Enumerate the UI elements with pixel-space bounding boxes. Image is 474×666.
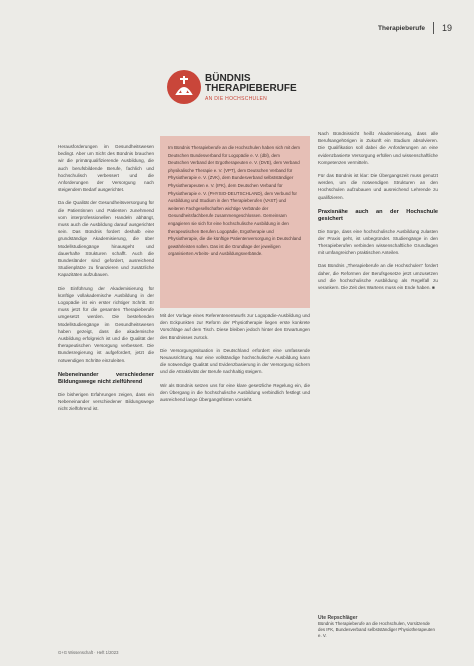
column-3	[318, 130, 438, 610]
page-footer: G+G Wissenschaft · Heft 1/2023	[58, 650, 119, 655]
col3-heading: Praxisnähe auch an der Hochschule gesichert	[318, 208, 438, 223]
column-1	[58, 143, 154, 643]
column-2	[160, 312, 310, 642]
author-name: Ute Repschläger	[318, 615, 358, 621]
col2-paragraph: Mit der Vorlage eines Referentenentwurfs zur Logopädie-Ausbildung und den Eckpunkten zur Reform der Physiotherapie liegen erste konkrete Vorschläge auf dem Tisch. Diese bleiben jedoch hinter den Erwartungen des Bündnisses zurück.	[160, 313, 310, 340]
header-divider	[433, 22, 434, 34]
col1-heading: Nebeneinander verschiedener Bildungswege nicht zielführend	[58, 371, 154, 386]
info-box	[160, 136, 310, 308]
col2-paragraph: Die Versorgungssituation in Deutschland erfordert eine umfassende Neuausrichtung. Nur eine vollständige hochschulische Ausbildung kann die notwendige Qualität und Evidenzbasierung in der Versorgung sichern und die Attraktivität der Berufe nachhaltig steigern.	[160, 347, 310, 375]
logo-wordmark	[205, 74, 297, 104]
logo-line2: THERAPIEBERUFE	[205, 83, 297, 94]
buendnis-logo	[157, 60, 312, 132]
info-box-text: Im Bündnis Therapieberufe an die Hochschulen haben sich mit dem Deutschen Bundesverband für Logopädie e. V. (dbl), dem Deutschen Verband der Ergotherapeuten e. V. (DVE), dem Verband physikalische Therapie e. V. (VPT), dem Deutschen Verband für Physiotherapie e. V. (ZVK), dem Bundesverband selbstständiger Physiotherapeuten e. V. (IFK), dem Deutschen Verband für Physiotherapie e. V. (PHYSIO-DEUTSCHLAND), dem Verbund für Ausbildung und Studium in den Therapieberufen (VAST) und weiteren Fachgesellschaften wichtige Verbände der Gesundheitsfachberufe zusammengeschlossen. Gemeinsam engagieren sie sich für eine hochschulische Ausbildung in den therapeutischen Berufen Logopädie, Ergotherapie und Physiotherapie, die die künftige Patientenversorgung in Deutschland gewährleisten sollen. Das ist die Grundlage der jeweiligen organisierten Arbeits- und Ausbildungsverbände.	[168, 145, 302, 257]
col3-paragraph: Die Sorge, dass eine hochschulische Ausbildung zulasten der Praxis geht, ist unbegründet. Studiengänge in den Therapieberufen verbinden wissenschaftliche Grundlagen mit umfangreichen praktischen Anteilen.	[318, 228, 438, 256]
col3-paragraph: Nach Bündnissicht heißt Akademisierung, dass alle Berufsangehörigen in Zukunft ein Studium absolvieren. Die Qualifikation soll dabei die Anforderungen an eine evidenzbasierte Versorgung erfüllen und wissenschaftliche Kompetenzen vermitteln.	[318, 131, 438, 165]
col1-paragraph: Die bisherigen Erfahrungen zeigen, dass ein Nebeneinander verschiedener Bildungswege nicht zielführend ist.	[58, 391, 154, 412]
logo-line3: AN DIE HOCHSCHULEN	[205, 96, 268, 102]
logo-line1: BÜNDNIS	[205, 73, 251, 84]
page-header	[378, 22, 452, 34]
author-box	[318, 615, 438, 639]
col1-paragraph: Die Einführung der Akademisierung für künftige vollakademische Ausbildung in der Logopädie ist ein erster richtiger Schritt. Er muss jetzt für die gesamten Therapieberufe umgesetzt werden. Die bestehenden Modellstudiengänge im Gesundheitswesen haben gezeigt, dass die akademische Ausbildung erfolgreich ist und die Qualität der therapeutischen Versorgung verbessert. Die Bundesregierung ist aufgefordert, jetzt die notwendigen Schritte einzuleiten.	[58, 285, 154, 363]
logo-emblem-icon	[167, 70, 201, 104]
col3-paragraph: Für das Bündnis ist klar: Die Übergangszeit muss genutzt werden, um die notwendigen Strukturen an den Hochschulen aufzubauen und ausreichend Lehrende zu qualifizieren.	[318, 173, 438, 200]
col1-paragraph: Herausforderungen im Gesundheitswesen bedingt. Aber um Sicht des Bündnis brauchen wir die primärqualifizierende Ausbildung, die auch berufsbildende Berufe, fachlich und hochschulisch verbessert und die Anforderungen der Versorgung nach steigendem Bedarf ausgerichtet.	[58, 144, 154, 193]
author-role: Bündnis Therapieberufe an die Hochschulen, Vorsitzende des IFK, Bundesverband selbstständiger Physiotherapeuten e. V.	[318, 621, 435, 638]
col2-paragraph: Wir als Bündnis setzen uns für eine klare gesetzliche Regelung ein, die den Übergang in die hochschulische Ausbildung verbindlich festlegt und ausreichend lange Übergangsfristen vorsieht.	[160, 382, 310, 403]
col1-paragraph: Da die Qualität der Gesundheitsversorgung für die Patientinnen und Patienten zunehmend vom interprofessionellen Handeln abhängt, muss auch die Ausbildung darauf ausgerichtet sein. Das Bündnis fordert deshalb eine grundständige Akademisierung, die über Modellstudiengänge hinausgeht und dauerhafte Strukturen schafft. Auch die Bundesländer sind gefordert, ausreichend Studienplätze zu finanzieren und zusätzliche Kapazitäten aufzubauen.	[58, 200, 154, 278]
page-number: 19	[441, 23, 452, 33]
col3-paragraph: Das Bündnis „Therapieberufe an die Hochschulen“ fordert daher, die Reformen der Berufsgesetze jetzt umzusetzen und die hochschulische Ausbildung als Regelfall zu verankern. Die Zeit des Wartens muss ein Ende haben. ■	[318, 263, 438, 291]
section-label: Therapieberufe	[378, 24, 425, 32]
